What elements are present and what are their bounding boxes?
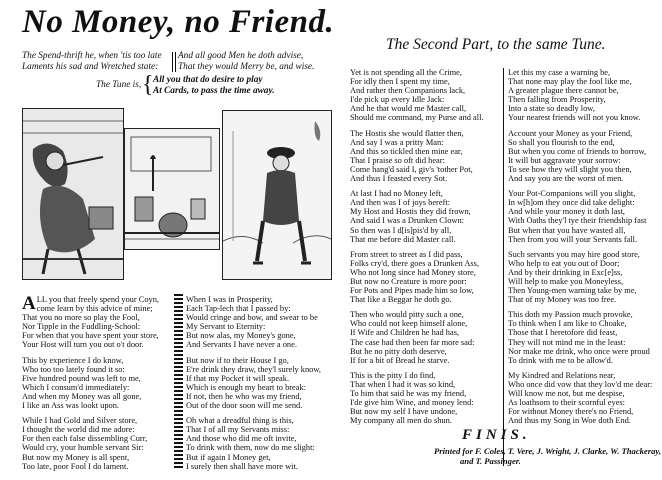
stanza <box>186 356 342 411</box>
verse-line: But now alas, my Money's gone, <box>186 331 296 341</box>
verse-line: Your nearest friends will not you know. <box>508 113 641 123</box>
verse-line: When I was in Prosperity, <box>186 295 273 304</box>
verse-line: And say I was a pritty Man: <box>350 137 444 147</box>
verse-line: That none may play the fool like me, <box>508 77 632 87</box>
verse-line: For idly then I spent my time, <box>350 77 450 87</box>
verse-line: With Oaths they'l tye their friendship fast <box>508 216 647 226</box>
verse-line: But when you come of friends to borrow, <box>508 146 647 156</box>
verse-line: That like a Beggar he doth go. <box>350 295 452 305</box>
verse-line: That you no more so play the Fool, <box>22 313 140 323</box>
verse-line: But he no pitty doth deserve, <box>350 346 447 356</box>
woodcut-table <box>124 128 220 250</box>
verse-line: Then who would pitty such a one, <box>350 310 464 320</box>
verse-line: But now my self I have undone, <box>350 407 458 417</box>
stanza <box>350 129 502 184</box>
verse-line: Would cringe and bow, and swear to be <box>186 313 318 323</box>
imprint <box>434 446 661 466</box>
verse-line: For without Money there's no Friend, <box>508 407 634 417</box>
verse-line: But now my Money is all spent, <box>22 452 130 462</box>
verse-line: So shall you flourish to the end, <box>508 137 615 147</box>
verse-line: While I had Gold and Silver store, <box>22 416 138 426</box>
stanza <box>350 371 502 426</box>
verse-line: I'de pick up every Idle Jack: <box>350 95 445 105</box>
verse-line: And by their drinking in Exc[e]ss, <box>508 267 623 277</box>
verse-line: As loathsom to their scornful eyes: <box>508 398 625 408</box>
verse-line: For Pots and Pipes made him so low, <box>350 286 474 296</box>
stanza <box>508 68 660 123</box>
verse-line: To see how they will slight you then, <box>508 164 632 174</box>
verse-line: That of my Money was too free. <box>508 295 617 305</box>
verse-line: At last I had no Money left, <box>350 189 443 199</box>
verse-line: That I praise so oft did hear: <box>350 155 445 165</box>
subtitle-right-line: And all good Men he doth advise, <box>178 51 304 61</box>
verse-line: To him that said he was my friend, <box>350 389 467 398</box>
subtitle-left <box>22 51 162 72</box>
verse-line: But now if to their House I go, <box>186 355 289 365</box>
subtitle-left-line: Laments his sad and Wretched state: <box>22 61 159 72</box>
verse-line: Your Host will turn you out o't door. <box>22 340 144 350</box>
verse-line: And say you are the worst of men. <box>508 174 624 184</box>
stanza <box>350 68 502 123</box>
verse-line: Will help to make you Moneyless, <box>508 276 624 286</box>
verse-line: So then was I d[is]pis'd by all, <box>350 225 452 235</box>
stanza <box>350 310 502 365</box>
subtitle-divider <box>172 52 176 72</box>
ornament-border <box>174 294 183 470</box>
verse-line: Oh what a dreadful thing is this, <box>186 416 294 426</box>
column-3 <box>350 68 502 431</box>
verse-line: That I of all my Servants miss: <box>186 425 290 435</box>
verse-line: come learn by this advice of mine; <box>36 304 153 314</box>
tune-lines <box>153 75 275 97</box>
subtitle-right <box>178 51 314 72</box>
stanza <box>508 310 660 365</box>
verse-line: Nor make me drink, who once were proud <box>508 346 650 356</box>
verse-line: If for a bit of Bread he starve. <box>350 355 450 365</box>
verse-line: Folks cry'd, there goes a Drunken Ass, <box>350 258 479 268</box>
verse-line: I like an Ass was lookt upon. <box>22 401 120 411</box>
verse-line: My company all men do shun. <box>350 416 452 426</box>
verse-line: My Kindred and Relations near, <box>508 370 616 380</box>
verse-line: Come hang'd said I, giv's 'tother Pot, <box>350 164 473 174</box>
verse-line: I surely then shall have more wit. <box>186 461 298 471</box>
column-2 <box>186 295 342 477</box>
stanza <box>22 356 172 411</box>
verse-line: That me before did Master call. <box>350 234 456 244</box>
stanza <box>350 189 502 244</box>
verse-line: It will but aggravate your sorrow: <box>508 155 621 165</box>
verse-line: I'de give him Wine, and money lend: <box>350 398 474 408</box>
verse-line: But now no Creature is more poor: <box>350 276 467 286</box>
column-4 <box>508 68 660 431</box>
woodcut-table-drawing <box>125 129 219 249</box>
stanza <box>22 295 172 350</box>
verse-line: This by experience I do know, <box>22 355 124 365</box>
verse-line: Who too too lately found it so: <box>22 364 125 374</box>
verse-line: And thus my Song in Woe doth End. <box>508 416 631 426</box>
verse-line: Who help to eat you out of Door; <box>508 258 620 268</box>
verse-line: Account your Money as your Friend, <box>508 128 633 138</box>
verse-line: Yet is not spending all the Crime, <box>350 68 462 77</box>
verse-line: If that my Pocket it will speak. <box>186 373 290 383</box>
verse-line: In w[h]om they once did take delight: <box>508 198 635 208</box>
stanza <box>508 129 660 184</box>
verse-line: My Servant to Eternity: <box>186 322 266 332</box>
stanza <box>508 189 660 244</box>
verse-line: Which I consum'd immediately: <box>22 382 130 392</box>
verse-line: This is the pitty I do find, <box>350 370 436 380</box>
dropcap: A <box>22 293 36 314</box>
verse-line: But when that you have wasted all, <box>508 225 626 235</box>
verse-line: This doth my Passion much provoke, <box>508 310 633 320</box>
woodcut-gentleman <box>222 110 332 280</box>
verse-line: Each Tap-lech that I passed by: <box>186 304 291 314</box>
woodcut-smoker-drawing <box>23 109 123 279</box>
stanza <box>508 250 660 305</box>
woodcut-smoker <box>22 108 124 280</box>
imprint-line: Printed for F. Coles, T. Vere, J. Wright, J. Clarke, W. Thackeray, <box>434 446 662 456</box>
verse-line: And he that would me Master call, <box>350 104 467 114</box>
tune-line: All you that do desire to play <box>153 75 263 85</box>
verse-line: Then falling from Prosperity, <box>508 95 606 105</box>
verse-line: And Servants I have never a one. <box>186 340 297 350</box>
subtitle-left-line: The Spend-thrift he, when 'tis too late <box>22 51 162 61</box>
stanza <box>22 416 172 471</box>
verse-line: LL you that freely spend your Coyn, <box>36 295 159 304</box>
stanza <box>186 416 342 471</box>
page-title: No Money, no Friend. <box>22 4 335 40</box>
stanza <box>186 295 342 350</box>
verse-line: Five hundred pound was left to me, <box>22 373 141 383</box>
stanza <box>350 250 502 305</box>
verse-line: Will know me not, but me despise, <box>508 389 625 398</box>
verse-line: Who not long since had Money store, <box>350 267 476 277</box>
finis: FINIS. <box>462 427 531 443</box>
column-divider <box>503 68 504 466</box>
verse-line: That when I had it was so kind, <box>350 379 456 389</box>
verse-line: Your Pot-Companions will you slight, <box>508 189 636 199</box>
verse-line: Who once did vow that they lov'd me dear: <box>508 379 653 389</box>
verse-line: Should me command, my Purse and all. <box>350 113 484 123</box>
verse-line: The Hostis she would flatter then, <box>350 128 464 138</box>
verse-line: And when my Money was all gone, <box>22 391 142 401</box>
verse-line: Those that I heretofore did feast, <box>508 328 618 338</box>
verse-line: And those who did me oft invite, <box>186 434 297 444</box>
verse-line: To drink with them, now do me slight: <box>186 443 315 453</box>
column-1 <box>22 295 172 477</box>
verse-line: They will not mind me in the least: <box>508 337 626 347</box>
verse-line: And while your money it doth last, <box>508 207 626 217</box>
verse-line: For then each false dissembling Curr, <box>22 434 148 444</box>
verse-line: And said I was a Drunken Clown: <box>350 216 464 226</box>
verse-line: And rather then Companions lack, <box>350 86 466 96</box>
verse-line: Too late, poor Fool I do lament. <box>22 461 129 471</box>
verse-line: Into a state so deadly low, <box>508 104 595 114</box>
verse-line: But if again I Money get, <box>186 452 271 462</box>
tune-line: At Cards, to pass the time away. <box>153 86 275 96</box>
verse-line: My Host and Hostis they did frown, <box>350 207 471 217</box>
verse-line: Which is enough my heart to break: <box>186 382 307 392</box>
verse-line: To think when I am like to Choake, <box>508 319 627 329</box>
verse-line: Then Young-men warning take by me, <box>508 286 637 296</box>
tune-label: The Tune is, <box>96 80 142 90</box>
verse-line: Let this my case a warning be, <box>508 68 611 77</box>
verse-line: And then was I of joys bereft: <box>350 198 451 208</box>
verse-line: A greater plague there cannot be, <box>508 86 619 96</box>
stanza <box>508 371 660 426</box>
verse-line: Then from you will your Servants fall. <box>508 234 638 244</box>
part-two-title: The Second Part, to the same Tune. <box>386 36 606 53</box>
verse-line: Would cry, your humble servant Sir: <box>22 443 144 453</box>
verse-line: E're drink they draw, they'l surely know, <box>186 364 321 374</box>
verse-line: To drink with me to be allow'd. <box>508 355 613 365</box>
imprint-line: and T. Passinger. <box>460 456 521 466</box>
brace-icon: { <box>142 72 154 98</box>
verse-line: If not, then he who was my friend, <box>186 391 302 401</box>
verse-line: Such servants you may hire good store, <box>508 249 640 259</box>
verse-line: From street to street as I did pass, <box>350 249 463 259</box>
woodcut-gentleman-drawing <box>223 111 331 279</box>
subtitle-right-line: That they would Merry be, and wise. <box>178 61 315 72</box>
verse-line: For when that you have spent your store, <box>22 331 159 341</box>
verse-line: And thus I feasted every Sot. <box>350 174 448 184</box>
verse-line: Nor Tipple in the Fuddling-School: <box>22 322 141 332</box>
verse-line: Out of the door soon will me send. <box>186 401 303 411</box>
verse-line: If Wife and Children he had has, <box>350 328 460 338</box>
verse-line: The case had then been far more sad: <box>350 337 475 347</box>
verse-line: I thought the world did me adore: <box>22 425 135 435</box>
verse-line: Who could not keep himself alone, <box>350 319 468 329</box>
verse-line: And this so tickled then mine ear, <box>350 146 463 156</box>
